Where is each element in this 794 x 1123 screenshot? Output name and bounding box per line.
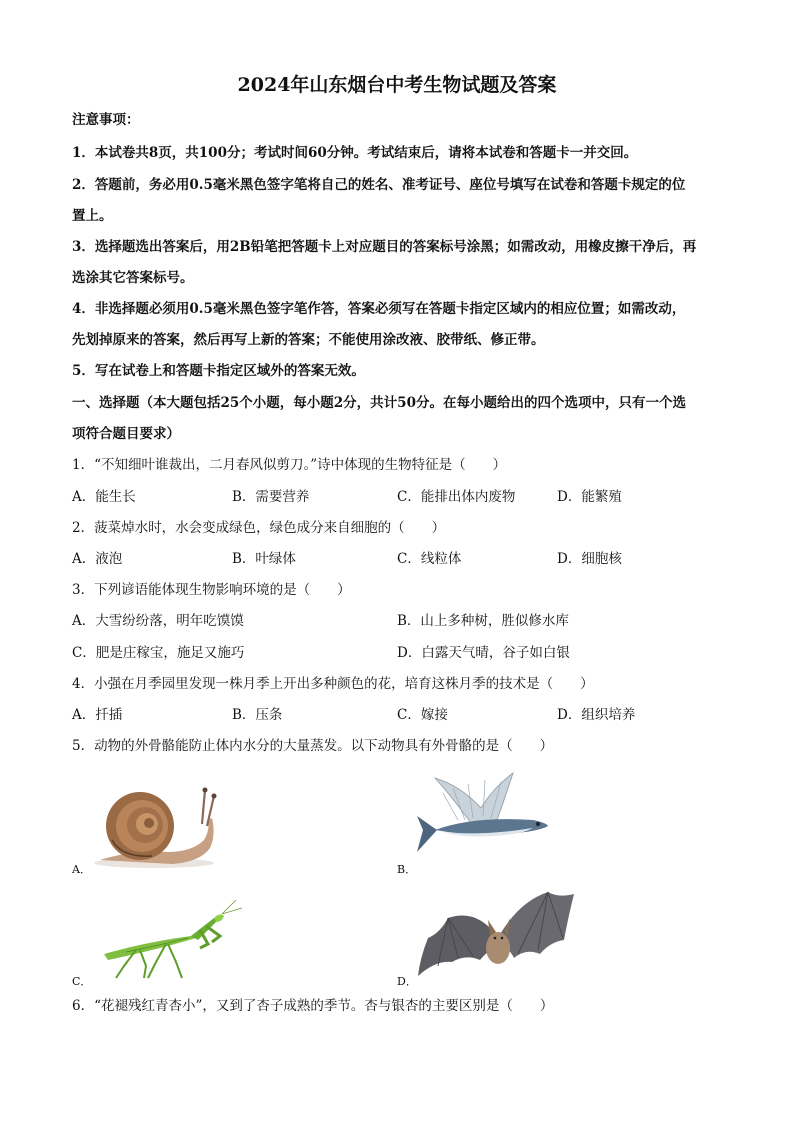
- notice-line: 先划掉原来的答案，然后再写上新的答案；不能使用涂改液、胶带纸、修正带。: [72, 332, 545, 348]
- option-b: B．叶绿体: [232, 551, 296, 567]
- option-c: C．能排出体内废物: [397, 489, 516, 505]
- option-a: A．大雪纷纷落，明年吃馍馍: [72, 613, 244, 629]
- option-d: D．细胞核: [557, 551, 622, 567]
- image-option-b: B．: [397, 863, 417, 876]
- option-a: A．液泡: [72, 551, 123, 567]
- page-title: 2024年山东烟台中考生物试题及答案: [237, 74, 557, 96]
- option-b: B．压条: [232, 707, 283, 723]
- image-option-a: A．: [72, 863, 91, 876]
- image-option-c: C．: [72, 975, 92, 988]
- notice-line: 1．本试卷共8页，共100分；考试时间60分钟。考试结束后，请将本试卷和答题卡一并交回。: [72, 145, 638, 161]
- option-b: B．山上多种树，胜似修水库: [397, 613, 569, 629]
- mantis-image: [96, 892, 246, 982]
- snail-image: [92, 780, 222, 870]
- notice-line: 3．选择题选出答案后，用2B铅笔把答题卡上对应题目的答案标号涂黑；如需改动，用橡皮擦干净后，再: [72, 239, 697, 255]
- notice-heading: 注意事项：: [72, 112, 140, 128]
- notice-line: 置上。: [72, 208, 113, 224]
- notice-line: 5．写在试卷上和答题卡指定区域外的答案无效。: [72, 363, 365, 379]
- option-c: C．嫁接: [397, 707, 448, 723]
- question-stem: 5．动物的外骨骼能防止体内水分的大量蒸发。以下动物具有外骨骼的是（ ）: [72, 738, 554, 754]
- question-stem: 4．小强在月季园里发现一株月季上开出多种颜色的花，培育这株月季的技术是（ ）: [72, 676, 594, 692]
- option-a: A．扦插: [72, 707, 123, 723]
- option-c: C．线粒体: [397, 551, 462, 567]
- question-stem: 6．“花褪残红青杏小”，又到了杏子成熟的季节。杏与银杏的主要区别是（ ）: [72, 998, 554, 1014]
- section-heading: 一、选择题（本大题包括25个小题，每小题2分，共计50分。在每小题给出的四个选项中，只有一个选: [72, 395, 686, 411]
- notice-line: 4．非选择题必须用0.5毫米黑色签字笔作答，答案必须写在答题卡指定区域内的相应位置；如需改动，: [72, 301, 686, 317]
- option-d: D．组织培养: [557, 707, 636, 723]
- bat-image: [418, 888, 578, 983]
- option-b: B．需要营养: [232, 489, 310, 505]
- option-d: D．白露天气晴，谷子如白银: [397, 645, 570, 661]
- option-c: C．肥是庄稼宝，施足又施巧: [72, 645, 245, 661]
- flying-fish-image: [413, 768, 553, 873]
- option-d: D．能繁殖: [557, 489, 622, 505]
- question-stem: 3．下列谚语能体现生物影响环境的是（ ）: [72, 582, 351, 598]
- question-stem: 2．菠菜焯水时，水会变成绿色，绿色成分来自细胞的（ ）: [72, 520, 446, 536]
- question-stem: 1．“不知细叶谁裁出，二月春风似剪刀。”诗中体现的生物特征是（ ）: [72, 457, 507, 473]
- notice-line: 2．答题前，务必用0.5毫米黑色签字笔将自己的姓名、准考证号、座位号填写在试卷和答题卡规定的位: [72, 177, 686, 193]
- option-a: A．能生长: [72, 489, 136, 505]
- image-option-d: D．: [397, 975, 417, 988]
- notice-line: 选涂其它答案标号。: [72, 270, 194, 286]
- section-heading-cont: 项符合题目要求）: [72, 426, 180, 442]
